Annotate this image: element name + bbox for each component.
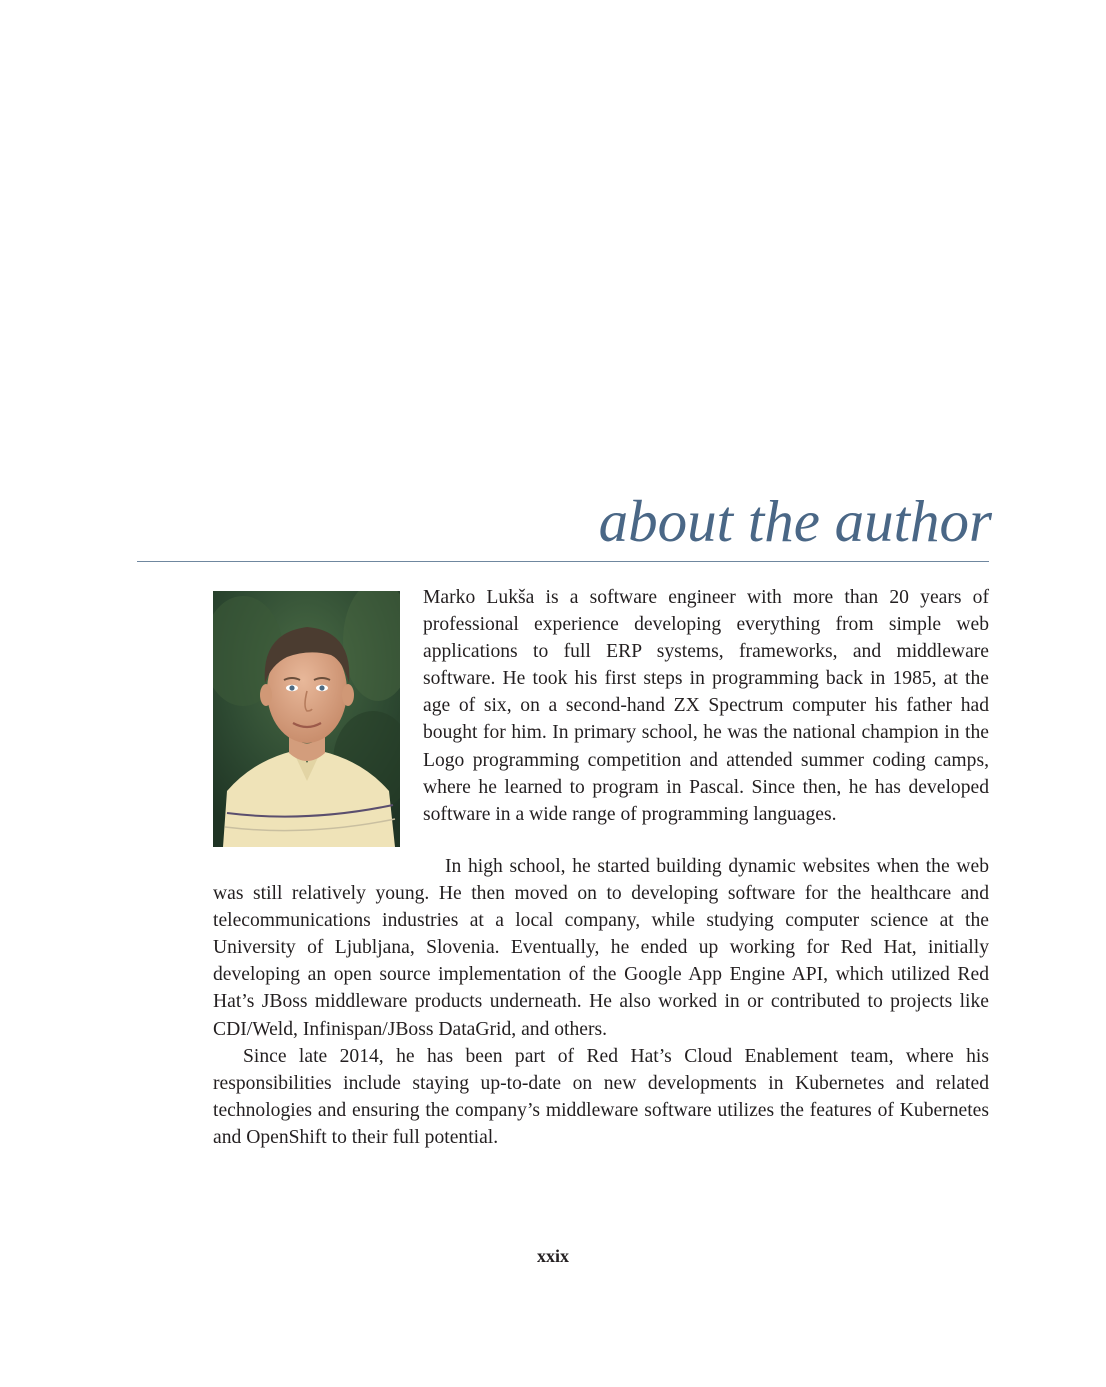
author-bio — [213, 584, 989, 1151]
author-portrait-icon — [213, 591, 400, 847]
bio-paragraph-2: In high school, he started building dynamic websites when the web was still relatively young. He then moved on to developing software for the healthcare and telecommunications industries at a local company, while studying computer science at the University of Ljubljana, Slovenia. Eventually, he ended up working for Red Hat, initially developing an open source implementation of the Google App Engine API, which utilized Red Hat’s JBoss middleware products underneath. He also worked in or contributed to projects like CDI/Weld, Infinispan/JBoss DataGrid, and others. — [213, 856, 989, 1040]
bio-paragraph-1: Marko Lukša is a software engineer with more than 20 years of professional experience developing everything from simple web applications to full ERP systems, frameworks, and middleware software. He took his first steps in programming back in 1985, at the age of six, on a second-hand ZX Spectrum computer his father had bought for him. In primary school, he was the national champion in the Logo programming competition and attended summer coding camps, where he learned to program in Pascal. Since then, he has developed software in a wide range of programming languages. — [423, 587, 989, 825]
title-divider — [137, 561, 989, 562]
bio-paragraph-3: Since late 2014, he has been part of Red Hat’s Cloud Enablement team, where his responsibilities include staying up-to-date on new developments in Kubernetes and related technologies and ensuring the company’s middleware software utilizes the features of Kubernetes and OpenShift to their full potential. — [213, 1045, 989, 1148]
page-title: about the author — [598, 488, 992, 554]
page-number: xxix — [536, 1246, 569, 1266]
